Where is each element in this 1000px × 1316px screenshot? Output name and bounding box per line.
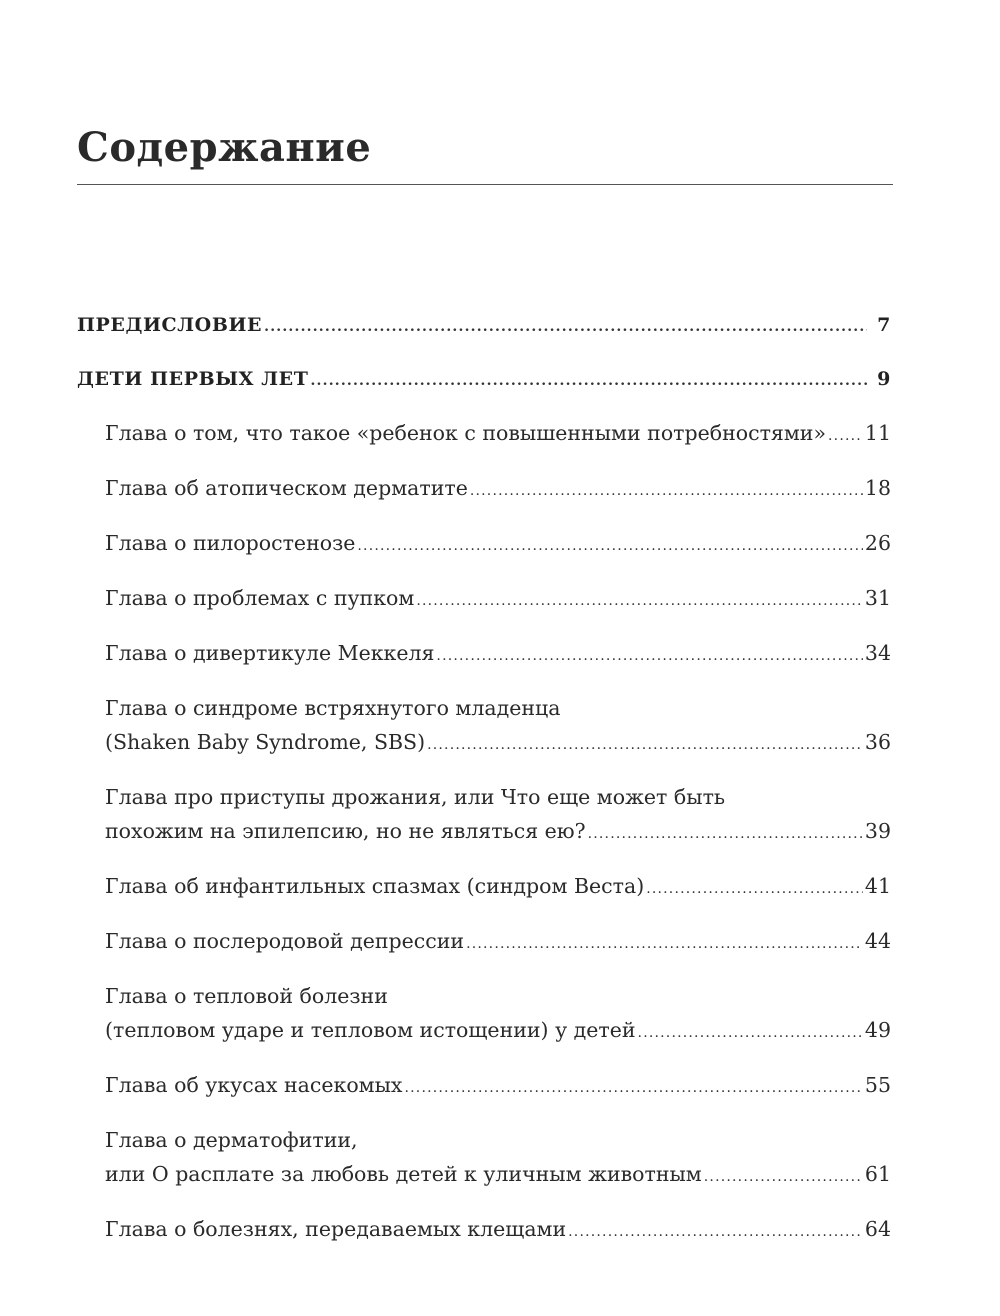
dot-leader — [470, 474, 863, 508]
toc-entry-label: Глава об инфантильных спазмах (синдром Веста) — [105, 874, 645, 898]
toc-page-number: 18 — [864, 476, 891, 500]
dot-leader — [638, 1016, 863, 1050]
toc-page-number: 11 — [864, 421, 891, 445]
toc-page-number: 7 — [877, 314, 891, 336]
toc-entry-label-line1: Глава о тепловой болезни — [105, 984, 388, 1008]
toc-page-number: 34 — [864, 641, 891, 665]
dot-leader — [828, 419, 863, 453]
toc-chapter[interactable] — [77, 1212, 891, 1249]
toc-entry-label: Глава о болезнях, передаваемых клещами — [105, 1217, 567, 1241]
toc-chapter[interactable] — [77, 1068, 891, 1105]
dot-leader — [568, 1215, 863, 1249]
dot-leader — [427, 728, 863, 762]
dot-leader — [588, 817, 863, 851]
toc-page-number: 31 — [864, 586, 891, 610]
toc-entry-label: Глава о дивертикуле Меккеля — [105, 641, 435, 665]
dot-leader — [466, 927, 863, 961]
page-title: Содержание — [77, 124, 372, 171]
toc-entry-label: ПРЕДИСЛОВИЕ — [77, 314, 263, 336]
toc-page-number: 39 — [864, 819, 891, 843]
toc-page-number: 9 — [877, 368, 891, 390]
dot-leader — [646, 872, 863, 906]
dot-leader — [416, 584, 863, 618]
table-of-contents — [77, 308, 891, 1249]
toc-entry-label-line1: Глава про приступы дрожания, или Что еще может быть — [105, 785, 726, 809]
toc-page-number: 49 — [864, 1018, 891, 1042]
toc-chapter[interactable] — [77, 869, 891, 906]
toc-page-number: 55 — [864, 1073, 891, 1097]
toc-page-number: 41 — [864, 874, 891, 898]
dot-leader — [264, 310, 867, 344]
toc-section-preface[interactable] — [77, 308, 891, 344]
toc-entry-label: Глава о том, что такое «ребенок с повышенными потребностями» — [105, 421, 827, 445]
dot-leader — [405, 1071, 863, 1105]
toc-chapter[interactable] — [77, 979, 891, 1050]
toc-entry-label-line1: Глава о синдроме встряхнутого младенца — [105, 696, 561, 720]
toc-entry-label-line1: Глава о дерматофитии, — [105, 1128, 358, 1152]
toc-entry-label: Глава о проблемах с пупком — [105, 586, 415, 610]
toc-entry-label: ДЕТИ ПЕРВЫХ ЛЕТ — [77, 368, 309, 390]
toc-chapter[interactable] — [77, 581, 891, 618]
dot-leader — [310, 364, 867, 398]
toc-chapter[interactable] — [77, 924, 891, 961]
toc-page-number: 36 — [864, 730, 891, 754]
toc-chapter[interactable] — [77, 636, 891, 673]
toc-entry-label: похожим на эпилепсию, но не являться ею? — [105, 819, 586, 843]
toc-chapter[interactable] — [77, 416, 891, 453]
toc-chapter[interactable] — [77, 780, 891, 851]
toc-page-number: 61 — [864, 1162, 891, 1186]
toc-chapter[interactable] — [77, 691, 891, 762]
toc-entry-label: (Shaken Baby Syndrome, SBS) — [105, 730, 426, 754]
title-divider — [77, 184, 893, 185]
toc-chapter[interactable] — [77, 526, 891, 563]
toc-page-number: 44 — [864, 929, 891, 953]
toc-entry-label: Глава об укусах насекомых — [105, 1073, 403, 1097]
toc-entry-label: или О расплате за любовь детей к уличным животным — [105, 1162, 702, 1186]
toc-entry-label: Глава о пилоростенозе — [105, 531, 356, 555]
toc-entry-label: (тепловом ударе и тепловом истощении) у детей — [105, 1018, 636, 1042]
toc-chapter[interactable] — [77, 471, 891, 508]
toc-page-number: 64 — [864, 1217, 891, 1241]
toc-chapter[interactable] — [77, 1123, 891, 1194]
dot-leader — [357, 529, 863, 563]
toc-section-early-years[interactable] — [77, 362, 891, 398]
toc-entry-label: Глава о послеродовой депрессии — [105, 929, 465, 953]
toc-page-number: 26 — [864, 531, 891, 555]
dot-leader — [436, 639, 862, 673]
dot-leader — [704, 1160, 863, 1194]
toc-entry-label: Глава об атопическом дерматите — [105, 476, 468, 500]
